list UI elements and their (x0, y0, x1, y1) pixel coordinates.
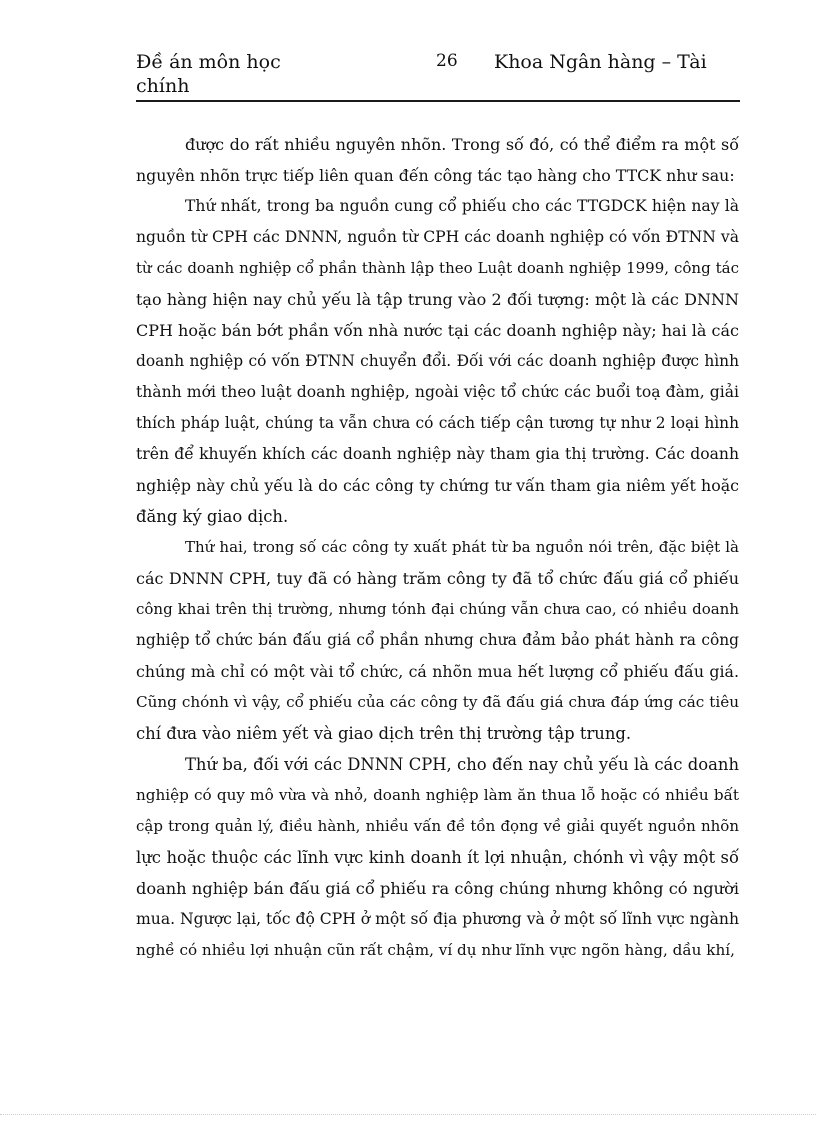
text-line: doanh nghiệp bán đấu giá cổ phiếu ra công chúng nhưng không có người (136, 879, 739, 898)
text-line: nghề có nhiều lợi nhuận cũn rất chậm, ví dụ như lĩnh vực ngõn hàng, dầu khí, (136, 941, 735, 959)
text-line: Thứ hai, trong số các công ty xuất phát từ ba nguồn nói trên, đặc biệt là (185, 538, 739, 556)
text-line: được do rất nhiều nguyên nhõn. Trong số đó, có thể điểm ra một số (185, 135, 739, 154)
text-line: chúng mà chỉ có một vài tổ chức, cá nhõn mua hết lượng cổ phiếu đấu giá. (136, 662, 739, 681)
text-line: nguyên nhõn trực tiếp liên quan đến công tác tạo hàng cho TTCK như sau: (136, 166, 735, 185)
text-line: Cũng chónh vì vậy, cổ phiếu của các công ty đã đấu giá chưa đáp ứng các tiêu (136, 693, 739, 711)
text-line: thích pháp luật, chúng ta vẫn chưa có cách tiếp cận tương tự như 2 loại hình (136, 414, 739, 432)
text-line: nghiệp tổ chức bán đấu giá cổ phần nhưng chưa đảm bảo phát hành ra công (136, 631, 739, 649)
text-line: công khai trên thị trường, nhưng tónh đại chúng vẫn chưa cao, có nhiều doanh (136, 600, 739, 618)
text-line: đăng ký giao dịch. (136, 507, 289, 526)
page-header (136, 50, 740, 102)
header-faculty-title: Khoa Ngân hàng – Tài (494, 51, 707, 73)
text-line: doanh nghiệp có vốn ĐTNN chuyển đổi. Đối với các doanh nghiệp được hình (136, 352, 739, 370)
text-line: lực hoặc thuộc các lĩnh vực kinh doanh ít lợi nhuận, chónh vì vậy một số (136, 848, 739, 867)
text-line: thành mới theo luật doanh nghiệp, ngoài việc tổ chức các buổi toạ đàm, giải (136, 383, 739, 401)
page-number: 26 (436, 51, 458, 71)
text-line: Thứ ba, đối với các DNNN CPH, cho đến nay chủ yếu là các doanh (185, 755, 739, 774)
text-line: chí đưa vào niêm yết và giao dịch trên thị trường tập trung. (136, 724, 632, 743)
text-line: mua. Ngược lại, tốc độ CPH ở một số địa phương và ở một số lĩnh vực ngành (136, 910, 739, 928)
text-line: Thứ nhất, trong ba nguồn cung cổ phiếu cho các TTGDCK hiện nay là (185, 197, 739, 215)
text-line: từ các doanh nghiệp cổ phần thành lập theo Luật doanh nghiệp 1999, công tác (136, 259, 739, 277)
body-text (136, 129, 739, 966)
text-line: nghiệp này chủ yếu là do các công ty chứng tư vấn tham gia niêm yết hoặc (136, 476, 739, 495)
header-course-title: Đề án môn học chính (136, 51, 281, 97)
text-line: nghiệp có quy mô vừa và nhỏ, doanh nghiệp làm ăn thua lỗ hoặc có nhiều bất (136, 786, 739, 804)
text-line: trên để khuyến khích các doanh nghiệp này tham gia thị trường. Các doanh (136, 445, 739, 463)
text-line: các DNNN CPH, tuy đã có hàng trăm công ty đã tổ chức đấu giá cổ phiếu (136, 569, 739, 588)
text-line: nguồn từ CPH các DNNN, nguồn từ CPH các doanh nghiệp có vốn ĐTNN và (136, 228, 739, 246)
text-line: CPH hoặc bán bớt phần vốn nhà nước tại các doanh nghiệp này; hai là các (136, 321, 739, 340)
text-line: tạo hàng hiện nay chủ yếu là tập trung vào 2 đối tượng: một là các DNNN (136, 290, 739, 309)
footer-divider (0, 1114, 816, 1115)
text-line: cập trong quản lý, điều hành, nhiều vấn đề tồn đọng về giải quyết nguồn nhõn (136, 817, 739, 835)
